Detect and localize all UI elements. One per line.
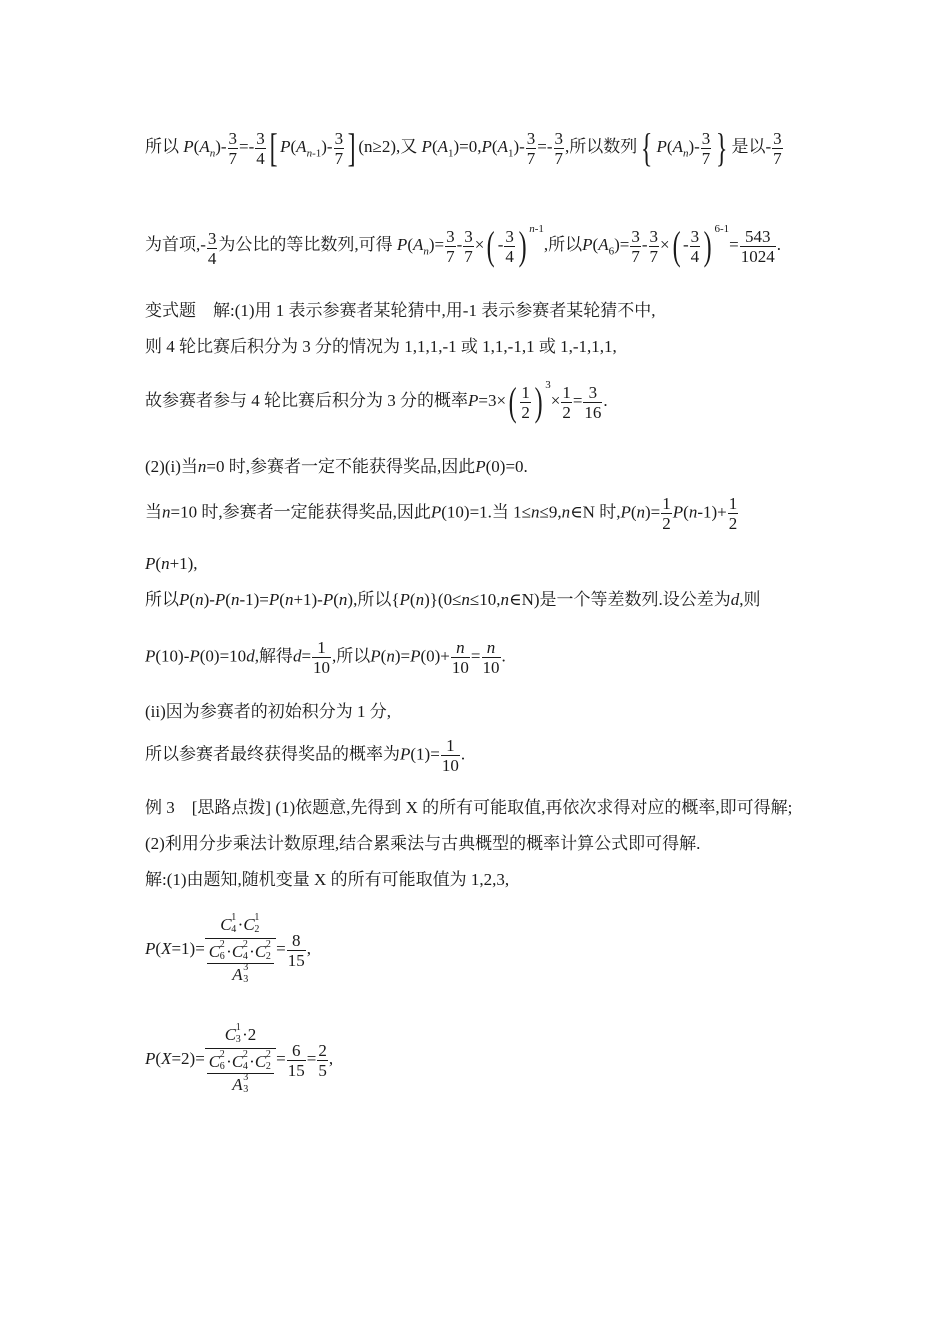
text: =0,	[459, 136, 482, 156]
line-16: P(X=1)= C 1 4 ·C 1 2 C 2 6 ·C 2 4 ·C 2 2 A 3 3 = $\frac{8}{15}$ ,	[145, 912, 312, 985]
text: ,解得	[254, 646, 293, 666]
line-14: (2)利用分步乘法计数原理,结合累乘法与古典概型的概率计算公式即可得解.	[145, 834, 701, 853]
text: 为公比的等比数列,可得	[218, 234, 393, 254]
line-13: 例 3 [思路点拨] (1)依题意,先得到 X 的所有可能取值,再依次求得对应的概率,即可得解;	[145, 798, 793, 817]
text: }(0≤	[429, 590, 462, 609]
text: 为首项,-	[145, 234, 206, 254]
text: ∈N)是一个等差数列.设公差为	[509, 590, 731, 609]
line-2: 为首项,- $\frac{3}{4}$ 为公比的等比数列,可得 $P(A_n)=$ $\frac{3}{7}$ - $\frac{3}{7}$ ×( - $\frac{3}{4}$ ) $^{n-1}$,所以$P(A_6)=$ $\frac{3}{7}$ - $\frac{3}{7}$ ×( - $\frac{3}{4}$ ) $^{6-1}$= $\frac{543}{1024}$ .	[145, 223, 781, 268]
text: 所以	[145, 590, 179, 609]
text: ,所以	[332, 646, 371, 666]
text: 是以-	[731, 136, 772, 156]
line-12: 所以参赛者最终获得奖品的概率为P(1)= $\frac{1}{10}$ .	[145, 736, 466, 775]
text: 所以	[145, 136, 179, 156]
line-9: 所以P(n)-P(n-1)=P(n+1)-P(n),所以{P(n)}(0≤n≤10,n∈N)是一个等差数列.设公差为d,则	[145, 590, 761, 609]
text: =0.	[505, 457, 528, 476]
line-10: P(10)-P(0)=10d,解得d= $\frac{1}{10}$ ,所以P(n)=P(0)+ $\frac{n}{10}$ = $\frac{n}{10}$ .	[145, 638, 506, 677]
line-8: P(n+1),	[145, 554, 198, 573]
line-15: 解:(1)由题知,随机变量 X 的所有可能取值为 1,2,3,	[145, 870, 510, 889]
line-1: 所以 $P(A_n)-$ $\frac{3}{7}$ =- $\frac{3}{4}$ [ $P(A_{n-1})-$ $\frac{3}{7}$ ] (n≥2),又 $P(A_1)=0,P(A_1)-$ $\frac{3}{7}$ =- $\frac{3}{7}$ ,所以数列{ $P(A_n)-$ $\frac{3}{7}$ } 是以- $\frac{3}{7}$	[145, 125, 782, 170]
line-11: (ii)因为参赛者的初始积分为 1 分,	[145, 702, 392, 721]
line-4: 则 4 轮比赛后积分为 3 分的情况为 1,1,1,-1 或 1,1,-1,1 或 1,-1,1,1,	[145, 337, 617, 356]
line-6: (2)(i)当n=0 时,参赛者一定不能获得奖品,因此P(0)=0.	[145, 457, 528, 476]
text: (n≥2),又	[358, 136, 418, 156]
text: 所以参赛者最终获得奖品的概率为	[145, 744, 400, 764]
text: =10 时,参赛者一定能获得奖品,因此	[170, 502, 431, 522]
text: ,所以{	[353, 590, 400, 609]
line-17: P(X=2)= C 1 3 ·2 C 2 6 ·C 2 4 ·C 2 2 A 3 3 = $\frac{6}{15}$ = $\frac{2}{5}$ ,	[145, 1022, 334, 1095]
text: =1.当 1≤	[469, 502, 531, 522]
text: 当	[145, 502, 162, 522]
line-7: 当n=10 时,参赛者一定能获得奖品,因此P(10)=1.当 1≤n≤9,n∈N 时,P(n)= $\frac{1}{2}$ P(n-1)+ $\frac{1}{2}$	[145, 494, 738, 533]
line-5: 故参赛者参与 4 轮比赛后积分为 3 分的概率P=3×( $\frac{1}{2}$ ) $^3$× $\frac{1}{2}$ = $\frac{3}{16}$ .	[145, 379, 608, 424]
text: ≤9,	[539, 502, 562, 522]
text: ≤10,	[469, 590, 501, 609]
line-3: 变式题 解:(1)用 1 表示参赛者某轮猜中,用-1 表示参赛者某轮猜不中,	[145, 301, 656, 320]
text: ∈N 时,	[570, 502, 621, 522]
text: ,则	[739, 590, 761, 609]
text: 故参赛者参与 4 轮比赛后积分为 3 分的概率	[145, 390, 468, 410]
text: (2)(i)当	[145, 457, 198, 476]
text: ,所以	[543, 234, 583, 254]
text: =0 时,参赛者一定不能获得奖品,因此	[206, 457, 476, 476]
text: ,所以数列	[565, 136, 638, 156]
